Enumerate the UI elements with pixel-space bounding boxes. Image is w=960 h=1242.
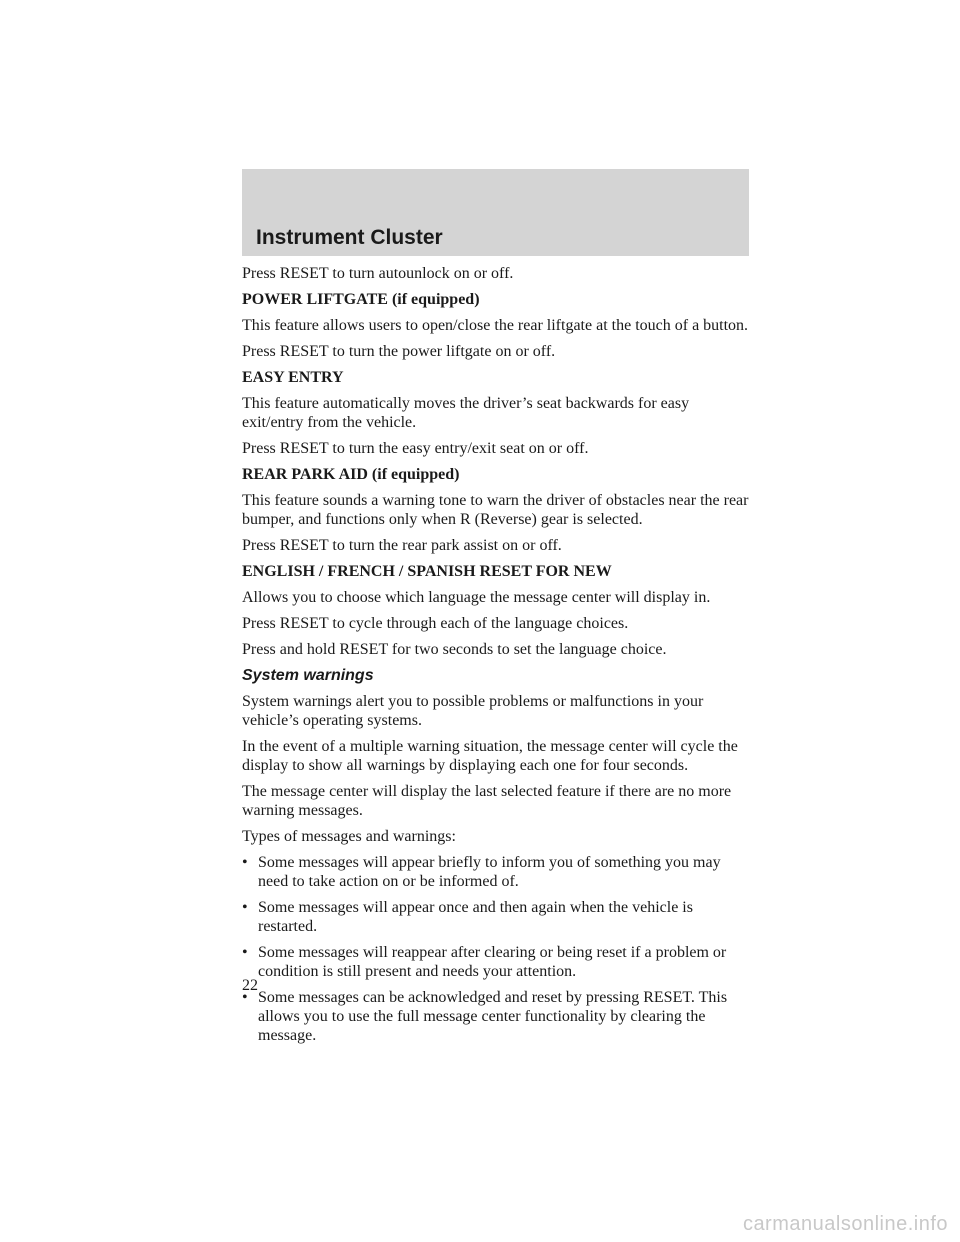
section-title: Instrument Cluster: [256, 226, 443, 249]
site-watermark: carmanualsonline.info: [742, 1213, 948, 1235]
page-body: [242, 264, 752, 1052]
body-paragraph: Press RESET to turn autounlock on or off.: [242, 265, 514, 282]
message-types-list: [242, 853, 752, 1045]
body-paragraph: In the event of a multiple warning situation, the message center will cycle the display to show all warnings by displaying each one for four seconds.: [242, 738, 738, 774]
list-item: [242, 988, 752, 1045]
bullet-icon: •: [242, 854, 248, 871]
body-paragraph: Allows you to choose which language the message center will display in.: [242, 589, 711, 606]
body-paragraph: This feature sounds a warning tone to warn the driver of obstacles near the rear bumper, and functions only when R (Reverse) gear is selected.: [242, 492, 749, 528]
feature-heading: REAR PARK AID (if equipped): [242, 466, 460, 483]
page-number: 22: [242, 977, 258, 994]
list-item: [242, 898, 752, 936]
feature-heading: EASY ENTRY: [242, 369, 344, 386]
text-blocks: [242, 264, 752, 846]
list-item: [242, 853, 752, 891]
feature-heading: ENGLISH / FRENCH / SPANISH RESET FOR NEW: [242, 563, 612, 580]
body-paragraph: This feature allows users to open/close the rear liftgate at the touch of a button.: [242, 317, 749, 334]
body-paragraph: Press and hold RESET for two seconds to set the language choice.: [242, 641, 667, 658]
list-item: [242, 943, 752, 981]
bullet-icon: •: [242, 944, 248, 961]
body-paragraph: Types of messages and warnings:: [242, 828, 456, 845]
section-header-band: [242, 169, 749, 256]
list-item-text: Some messages can be acknowledged and reset by pressing RESET. This allows you to use the full message center functionality by clearing the message.: [258, 989, 728, 1044]
bullet-icon: •: [242, 899, 248, 916]
body-paragraph: Press RESET to turn the easy entry/exit seat on or off.: [242, 440, 589, 457]
body-paragraph: System warnings alert you to possible problems or malfunctions in your vehicle’s operating systems.: [242, 693, 704, 729]
list-item-text: Some messages will appear briefly to inform you of something you may need to take action on or be informed of.: [258, 854, 721, 890]
body-paragraph: Press RESET to cycle through each of the language choices.: [242, 615, 629, 632]
body-paragraph: Press RESET to turn the power liftgate on or off.: [242, 343, 556, 360]
body-paragraph: The message center will display the last selected feature if there are no more warning messages.: [242, 783, 732, 819]
list-item-text: Some messages will reappear after clearing or being reset if a problem or condition is still present and needs your attention.: [258, 944, 727, 980]
body-paragraph: This feature automatically moves the driver’s seat backwards for easy exit/entry from the vehicle.: [242, 395, 690, 431]
bullet-icon: •: [242, 989, 248, 1006]
feature-heading: POWER LIFTGATE (if equipped): [242, 291, 480, 308]
subsection-heading: System warnings: [242, 667, 374, 684]
body-paragraph: Press RESET to turn the rear park assist on or off.: [242, 537, 562, 554]
list-item-text: Some messages will appear once and then again when the vehicle is restarted.: [258, 899, 693, 935]
